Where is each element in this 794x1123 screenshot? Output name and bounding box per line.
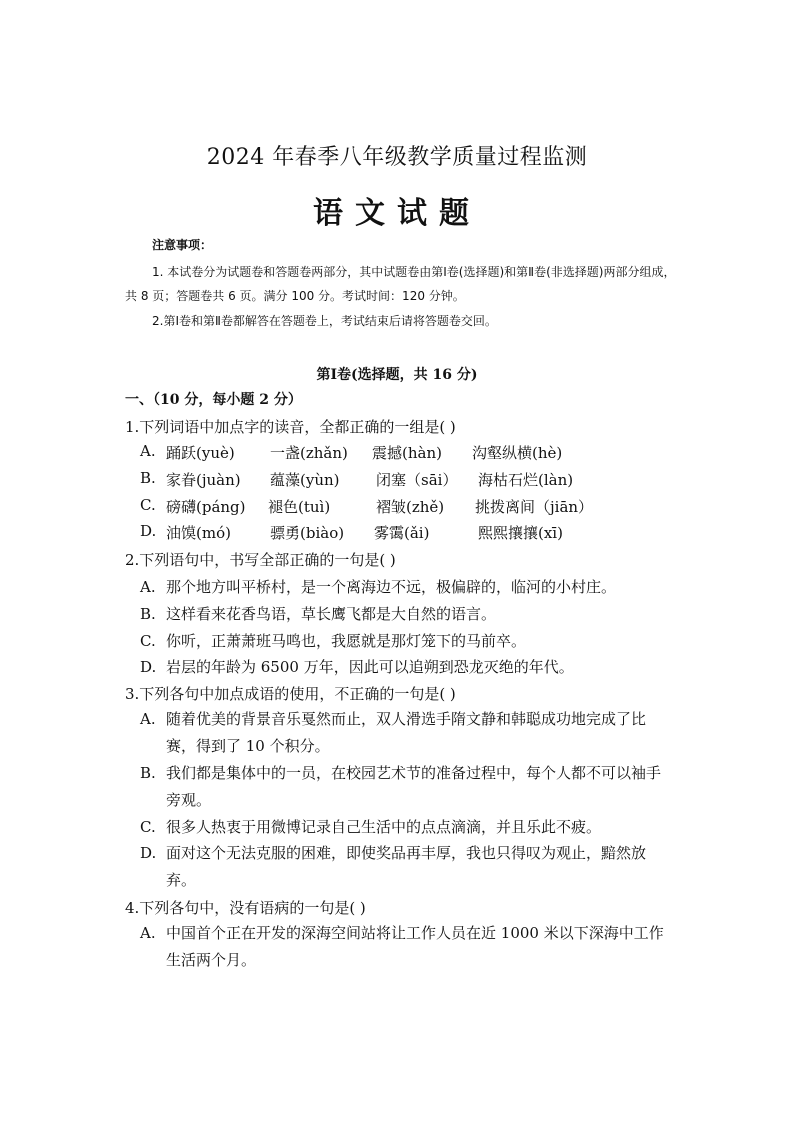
question-1-stem: 1.下列词语中加点字的读音，全都正确的一组是( ) [125,418,456,436]
option-text: 你听，正萧萧班马鸣也，我愿就是那灯笼下的马前卒。 [166,632,527,650]
q1-option-d-letter: D. [140,522,157,540]
option-text: 我们都是集体中的一员，在校园艺术节的准备过程中，每个人都不可以袖手旁观。 [166,764,662,809]
q1-d-word-1: 油馍(mó) [166,524,231,542]
question-2-stem: 2.下列语句中，书写全部正确的一句是( ) [125,551,396,569]
q1-a-word-1: 踊跃(yuè) [166,444,235,462]
option-text: 随着优美的背景音乐戛然而止，双人滑选手隋文静和韩聪成功地完成了比赛，得到了 10 个积分。 [166,710,647,755]
q3-option-c [140,814,675,841]
q1-option-a-letter: A. [140,442,156,460]
q1-option-c-letter: C. [140,496,156,514]
notice-item-2: 2.第Ⅰ卷和第Ⅱ卷都解答在答题卷上，考试结束后请将答题卷交回。 [152,314,497,328]
option-letter: C. [140,818,156,836]
q2-option-d [140,656,574,677]
q2-option-b [140,603,496,624]
q3-option-b [140,760,675,814]
option-letter: B. [140,764,156,782]
option-letter: A. [140,578,156,596]
q1-b-word-1: 家眷(juàn) [166,471,241,489]
q4-option-a [140,920,675,974]
q1-a-word-2: 一盏(zhǎn) [270,444,348,462]
q3-option-d [140,840,675,894]
option-letter: C. [140,632,156,650]
exam-title: 2024 年春季八年级教学质量过程监测 [206,145,588,170]
option-text: 中国首个正在开发的深海空间站将让工作人员在近 1000 米以下深海中工作生活两个月。 [166,924,664,969]
q1-d-word-3: 雾霭(ǎi) [374,524,430,542]
q1-c-word-3: 褶皱(zhě) [376,498,445,516]
option-text: 岩层的年龄为 6500 万年，因此可以追朔到恐龙灭绝的年代。 [166,658,574,676]
option-letter: A. [140,710,156,728]
option-letter: B. [140,605,156,623]
q1-a-word-4: 沟壑纵横(hè) [472,444,563,462]
subject-title: 语文试题 [313,196,481,231]
notice-heading: 注意事项： [152,238,213,252]
option-letter: A. [140,924,156,942]
option-letter: D. [140,658,157,676]
q1-b-word-4: 海枯石烂(làn) [478,471,574,489]
section-title: 第Ⅰ卷(选择题，共 16 分) [316,367,478,383]
option-text: 很多人热衷于用微博记录自己生活中的点点滴滴，并且乐此不疲。 [166,818,602,836]
q1-option-b-letter: B. [140,469,156,487]
option-text: 那个地方叫平桥村，是一个离海边不远，极偏辟的，临河的小村庄。 [166,578,617,596]
q1-d-word-4: 熙熙攘攘(xī) [478,524,563,542]
question-4-stem: 4.下列各句中，没有语病的一句是( ) [125,899,366,917]
q3-option-a [140,706,675,760]
q1-d-word-2: 骠勇(biào) [270,524,345,542]
q1-c-word-2: 褪色(tuì) [268,498,331,516]
option-letter: D. [140,844,157,862]
option-text: 这样看来花香鸟语，草长鹰飞都是大自然的语言。 [166,605,497,623]
option-text: 面对这个无法克服的困难，即使奖品再丰厚，我也只得叹为观止，黯然放弃。 [166,844,647,889]
notice-item-1: 1. 本试卷分为试题卷和答题卷两部分，其中试题卷由第Ⅰ卷(选择题)和第Ⅱ卷(非选择题)两部分组成，共 8 页；答题卷共 6 页。满分 100 分。考试时间：120 分钟。 [125,265,676,303]
q1-c-word-4: 挑拨离间（jiān） [475,498,594,516]
q1-b-word-2: 蕴藻(yùn) [270,471,340,489]
question-3-stem: 3.下列各句中加点成语的使用，不正确的一句是( ) [125,685,456,703]
q1-c-word-1: 磅礴(páng) [166,498,246,516]
part-heading: 一、（10 分，每小题 2 分） [125,392,302,408]
q1-a-word-3: 震撼(hàn) [372,444,442,462]
q2-option-c [140,630,526,651]
q2-option-a [140,576,616,597]
q1-b-word-3: 闭塞（sāi） [376,471,458,489]
